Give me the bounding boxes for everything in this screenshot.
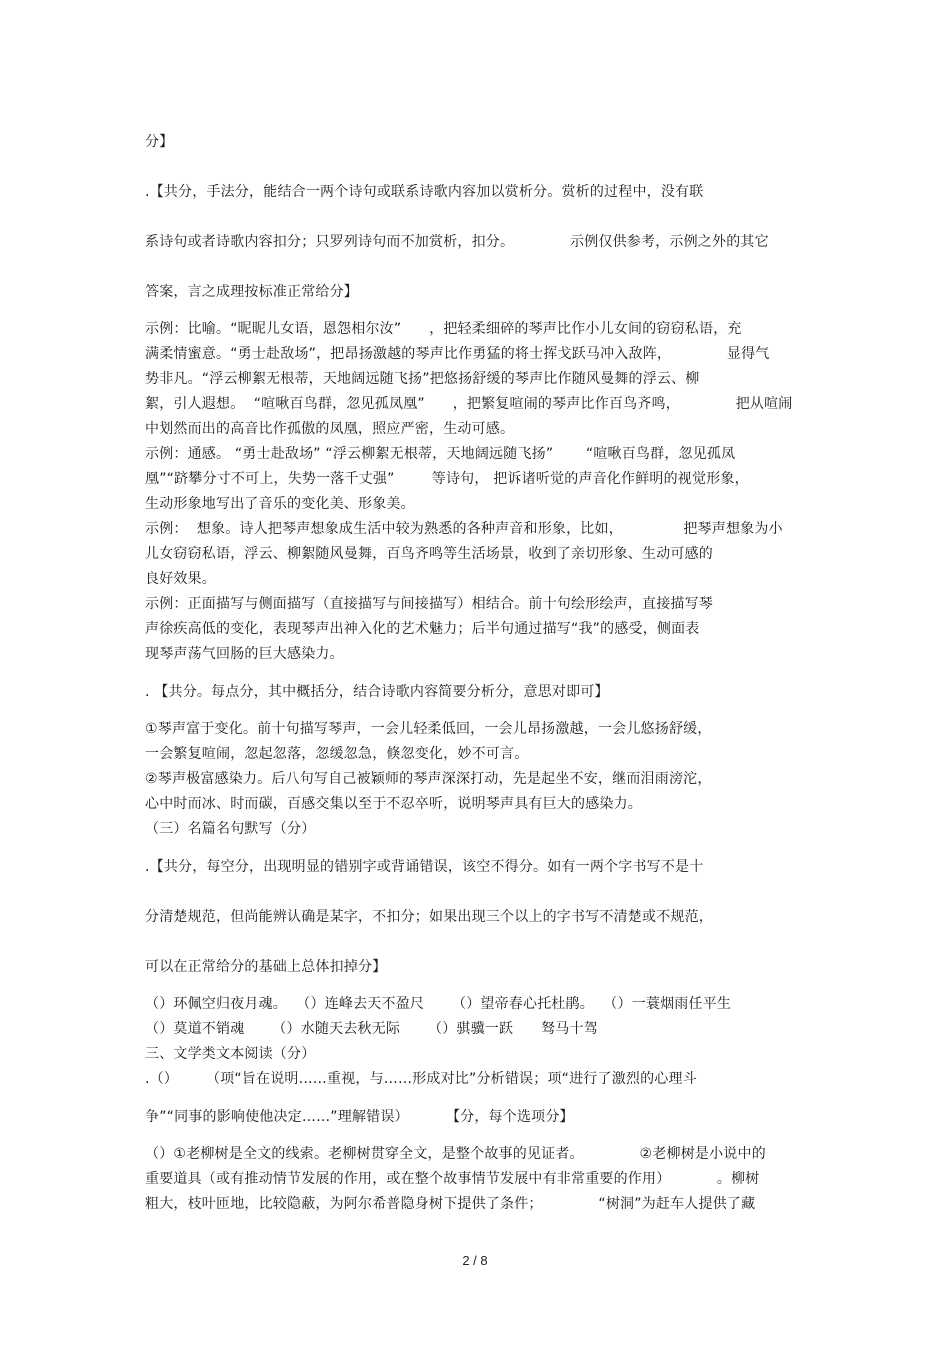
text-line: 势非凡。“浮云柳絮无根蒂，天地阔远随飞扬”把悠扬舒缓的琴声比作随风曼舞的浮云、柳 <box>145 371 700 387</box>
text-line: 重要道具（或有推动情节发展的作用，或在整个故事情节发展中有非常重要的作用） 。柳树 <box>145 1171 760 1187</box>
text-line: 示例：通感。 “勇士赴敌场” “浮云柳絮无根蒂，天地阔远随飞扬” “喧啾百鸟群，忽见孤凤 <box>145 446 736 462</box>
text-line: .【共分，每空分，出现明显的错别字或背诵错误，该空不得分。如有一两个字书写不是十 <box>145 859 704 875</box>
text-line: 心中时而冰、时而碳，百感交集以至于不忍卒听，说明琴声具有巨大的感染力。 <box>145 796 642 812</box>
text-line: . 【共分。每点分，其中概括分，结合诗歌内容简要分析分，意思对即可】 <box>145 684 609 700</box>
text-line: 系诗句或者诗歌内容扣分；只罗列诗句而不加赏析，扣分。 示例仅供参考，示例之外的其它 <box>145 234 769 250</box>
text-line: 争”“同事的影响使他决定……”理解错误） 【分，每个选项分】 <box>145 1109 574 1125</box>
text-line: .【共分，手法分，能结合一两个诗句或联系诗歌内容加以赏析分。赏析的过程中，没有联 <box>145 184 704 200</box>
text-line: ②琴声极富感染力。后八句写自己被颖师的琴声深深打动，先是起坐不安，继而泪雨滂沱， <box>145 771 712 787</box>
section-heading: （三）名篇名句默写（分） <box>145 821 316 837</box>
text-line: 一会繁复喧闹，忽起忽落，忽缓忽急，倏忽变化，妙不可言。 <box>145 746 529 762</box>
text-line: 粗大，枝叶匝地，比较隐蔽，为阿尔希普隐身树下提供了条件； “树洞”为赶车人提供了藏 <box>145 1196 756 1212</box>
text-line: 絮，引人遐想。 “喧啾百鸟群，忽见孤凤凰” ，把繁复喧闹的琴声比作百鸟齐鸣， 把从喧闹 <box>145 396 793 412</box>
text-line: 可以在正常给分的基础上总体扣掉分】 <box>145 959 387 975</box>
text-line: 示例： 想象。诗人把琴声想象成生活中较为熟悉的各种声音和形象，比如， 把琴声想象为小 <box>145 521 783 537</box>
text-line: 示例：正面描写与侧面描写（直接描写与间接描写）相结合。前十句绘形绘声，直接描写琴 <box>145 596 713 612</box>
text-line: 分清楚规范，但尚能辨认确是某字，不扣分；如果出现三个以上的字书写不清楚或不规范， <box>145 909 713 925</box>
text-line: 现琴声荡气回肠的巨大感染力。 <box>145 646 344 662</box>
text-line: 满柔情蜜意。“勇士赴敌场”，把昂扬激越的琴声比作勇猛的将士挥戈跃马冲入敌阵， 显得气 <box>145 346 770 362</box>
section-heading: 三、文学类文本阅读（分） <box>145 1046 316 1062</box>
text-line: .（） （项“旨在说明……重视，与……形成对比”分析错误；项“进行了激烈的心理斗 <box>145 1071 697 1087</box>
text-line: （）莫道不销魂 （）水随天去秋无际 （）骐骥一跃 驽马十驾 <box>145 1021 598 1037</box>
text-line: 分】 <box>145 134 174 150</box>
text-line: 中划然而出的高音比作孤傲的凤凰，照应严密，生动可感。 <box>145 421 515 437</box>
text-line: 示例：比喻。“昵昵儿女语，恩怨相尔汝” ，把轻柔细碎的琴声比作小儿女间的窃窃私语，充 <box>145 321 742 337</box>
text-line: 答案，言之成理按标准正常给分】 <box>145 284 358 300</box>
text-line: ①琴声富于变化。前十句描写琴声，一会儿轻柔低回，一会儿昂扬激越，一会儿悠扬舒缓， <box>145 721 712 737</box>
page-number: 2 / 8 <box>462 1253 488 1268</box>
text-line: 儿女窃窃私语，浮云、柳絮随风曼舞，百鸟齐鸣等生活场景，收到了亲切形象、生动可感的 <box>145 546 713 562</box>
text-line: 凰”“跻攀分寸不可上，失势一落千丈强” 等诗句， 把诉诸听觉的声音化作鲜明的视觉形象， <box>145 471 749 487</box>
text-line: （）①老柳树是全文的线索。老柳树贯穿全文，是整个故事的见证者。 ②老柳树是小说中的 <box>145 1146 766 1162</box>
text-line: （）环佩空归夜月魂。 （）连峰去天不盈尺 （）望帝春心托杜鹃。 （）一蓑烟雨任平生 <box>145 996 732 1012</box>
text-line: 良好效果。 <box>145 571 216 587</box>
text-line: 声徐疾高低的变化，表现琴声出神入化的艺术魅力；后半句通过描写“我”的感受，侧面表 <box>145 621 700 637</box>
text-line: 生动形象地写出了音乐的变化美、形象美。 <box>145 496 415 512</box>
